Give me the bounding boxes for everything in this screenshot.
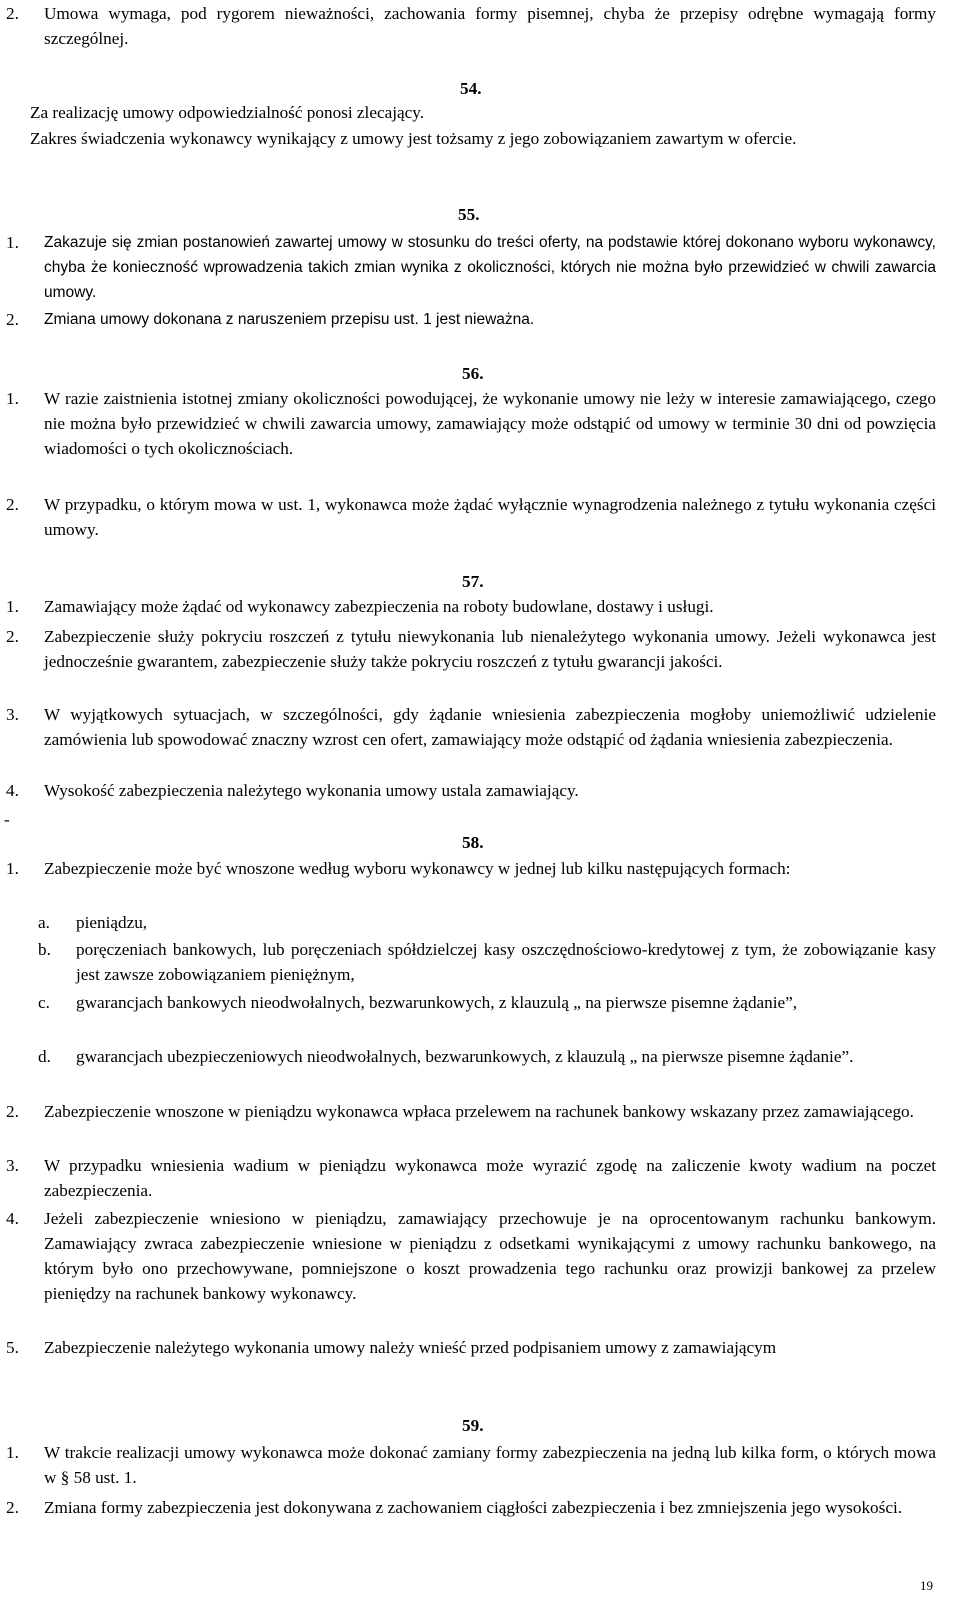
subitem-text: gwarancjach ubezpieczeniowych nieodwołalnych, bezwarunkowych, z klauzulą „ na pierwsze pisemne żądanie”.	[76, 1047, 854, 1066]
item-number: 2.	[6, 4, 19, 23]
subitem-text: poręczeniach bankowych, lub poręczeniach spółdzielczej kasy oszczędnościowo-kredytowej z tym, że zobowiązanie kasy jest zawsze zobowiązaniem pieniężnym,	[76, 940, 936, 984]
item-text: Zabezpieczenie może być wnoszone według wyboru wykonawcy w jednej lub kilku następujących formach:	[44, 859, 791, 878]
item-number: 2.	[6, 310, 19, 329]
item-text: Jeżeli zabezpieczenie wniesiono w pieniądzu, zamawiający przechowuje je na oprocentowanym rachunku bankowym. Zamawiający zwraca zabezpieczenie wniesione w pieniądzu z odsetkami wynikającymi z umowy rachunku bankowego, na którym było ono przechowywane, pomniejszone o koszt prowadzenia tego rachunku oraz prowizji bankowej za przelew pieniędzy na rachunek bankowy wykonawcy.	[44, 1209, 936, 1303]
s57-item-1	[6, 594, 936, 619]
s53-item-2	[6, 1, 936, 51]
subitem-text: pieniądzu,	[76, 913, 148, 932]
s59-item-1	[6, 1440, 936, 1490]
item-text: W przypadku, o którym mowa w ust. 1, wykonawca może żądać wyłącznie wynagrodzenia należnego z tytułu wykonania części umowy.	[44, 495, 936, 539]
item-text: W wyjątkowych sytuacjach, w szczególności, gdy żądanie wniesienia zabezpieczenia mogłoby uniemożliwić udzielenie zamówienia lub spowodować znaczny wzrost cen ofert, zamawiający może odstąpić od żądania wniesienia zabezpieczenia.	[44, 705, 936, 749]
item-number: 1.	[6, 1443, 19, 1462]
item-text: Zmiana formy zabezpieczenia jest dokonywana z zachowaniem ciągłości zabezpieczenia i bez zmniejszenia jego wysokości.	[44, 1498, 903, 1517]
page-number: 19	[920, 1578, 933, 1593]
section-54-heading: 54.	[460, 79, 482, 98]
s59-item-2	[6, 1495, 936, 1520]
item-text: Umowa wymaga, pod rygorem nieważności, zachowania formy pisemnej, chyba że przepisy odrębne wymagają formy szczególnej.	[44, 4, 936, 48]
subitem-letter: a.	[38, 913, 50, 932]
item-number: 5.	[6, 1338, 19, 1357]
s56-item-1	[6, 386, 936, 461]
s58-subitem-a	[38, 910, 936, 935]
s57-item-3	[6, 702, 936, 752]
stray-dash: -	[4, 810, 10, 829]
s58-subitem-b	[38, 937, 936, 987]
item-number: 2.	[6, 495, 19, 514]
subitem-letter: c.	[38, 993, 50, 1012]
item-text: W przypadku wniesienia wadium w pieniądzu wykonawca może wyrazić zgodę na zaliczenie kwoty wadium na poczet zabezpieczenia.	[44, 1156, 936, 1200]
s56-item-2	[6, 492, 936, 542]
item-number: 4.	[6, 781, 19, 800]
item-text: Zakazuje się zmian postanowień zawartej umowy w stosunku do treści oferty, na podstawie której dokonano wyboru wykonawcy, chyba że konieczność wprowadzenia takich zmian wynika z okoliczności, których nie można było przewidzieć w chwili zawarcia umowy.	[44, 234, 936, 301]
item-number: 3.	[6, 1156, 19, 1175]
item-text: W trakcie realizacji umowy wykonawca może dokonać zamiany formy zabezpieczenia na jedną lub kilka form, o których mowa w § 58 ust. 1.	[44, 1443, 936, 1487]
item-text: Wysokość zabezpieczenia należytego wykonania umowy ustala zamawiający.	[44, 781, 579, 800]
item-number: 1.	[6, 389, 19, 408]
item-number: 2.	[6, 1498, 19, 1517]
item-number: 1.	[6, 859, 19, 878]
subitem-letter: d.	[38, 1047, 51, 1066]
item-number: 3.	[6, 705, 19, 724]
item-number: 2.	[6, 1102, 19, 1121]
s58-item-5	[6, 1335, 936, 1360]
item-text: Zabezpieczenie należytego wykonania umowy należy wnieść przed podpisaniem umowy z zamawiającym	[44, 1338, 777, 1357]
s58-subitem-c	[38, 990, 936, 1015]
s58-item-1	[6, 856, 936, 881]
s58-item-3	[6, 1153, 936, 1203]
subitem-text: gwarancjach bankowych nieodwołalnych, bezwarunkowych, z klauzulą „ na pierwsze pisemne żądanie”,	[76, 993, 798, 1012]
section-59-heading: 59.	[462, 1416, 484, 1435]
s57-item-2	[6, 624, 936, 674]
section-56-heading: 56.	[462, 364, 484, 383]
subitem-letter: b.	[38, 940, 51, 959]
item-text: W razie zaistnienia istotnej zmiany okoliczności powodującej, że wykonanie umowy nie leży w interesie zamawiającego, czego nie można było przewidzieć w chwili zawarcia umowy, zamawiający może odstąpić od umowy w terminie 30 dni od powzięcia wiadomości o tych okolicznościach.	[44, 389, 936, 458]
s54-line-2: Zakres świadczenia wykonawcy wynikający z umowy jest tożsamy z jego zobowiązaniem zawartym w ofercie.	[30, 129, 797, 148]
item-number: 1.	[6, 233, 19, 252]
item-text: Zabezpieczenie służy pokryciu roszczeń z tytułu niewykonania lub nienależytego wykonania umowy. Jeżeli wykonawca jest jednocześnie gwarantem, zabezpieczenie służy także pokryciu roszczeń z tytułu gwarancji jakości.	[44, 627, 936, 671]
item-text: Zamawiający może żądać od wykonawcy zabezpieczenia na roboty budowlane, dostawy i usługi.	[44, 597, 714, 616]
s58-item-4	[6, 1206, 936, 1306]
s58-item-2	[6, 1099, 936, 1124]
item-text: Zabezpieczenie wnoszone w pieniądzu wykonawca wpłaca przelewem na rachunek bankowy wskazany przez zamawiającego.	[44, 1102, 914, 1121]
item-number: 4.	[6, 1209, 19, 1228]
section-55-heading: 55.	[458, 205, 480, 224]
s55-item-2	[6, 307, 936, 332]
section-57-heading: 57.	[462, 572, 484, 591]
s55-item-1	[6, 230, 936, 305]
s54-line-1: Za realizację umowy odpowiedzialność ponosi zlecający.	[30, 103, 425, 122]
item-text: Zmiana umowy dokonana z naruszeniem przepisu ust. 1 jest nieważna.	[44, 311, 535, 328]
item-number: 1.	[6, 597, 19, 616]
s57-item-4	[6, 778, 936, 803]
section-58-heading: 58.	[462, 833, 484, 852]
item-number: 2.	[6, 627, 19, 646]
s58-subitem-d	[38, 1044, 936, 1069]
